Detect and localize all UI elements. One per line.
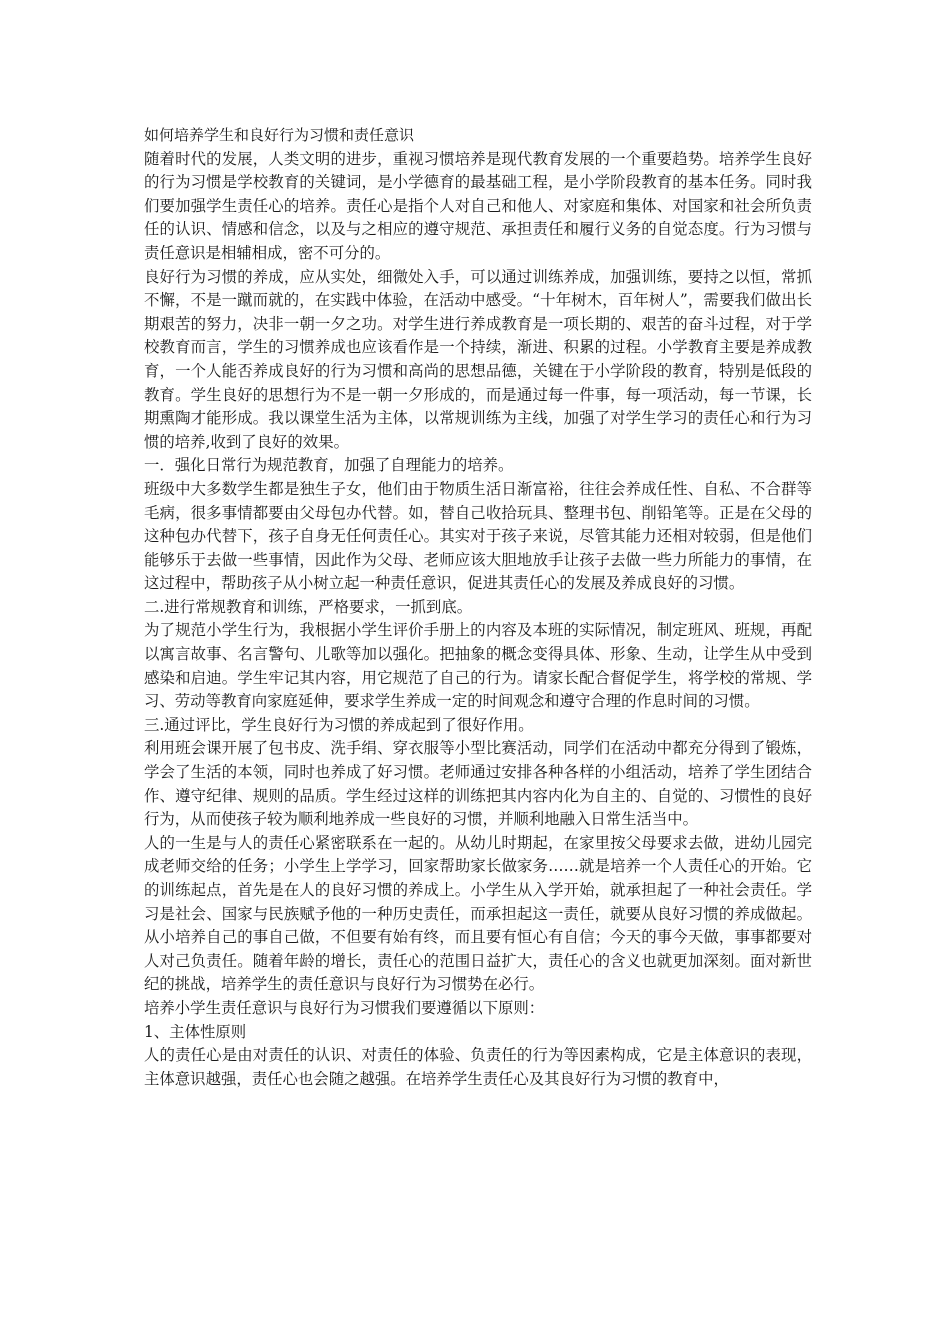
document-title: 如何培养学生和良好行为习惯和责任意识 [144, 126, 415, 144]
paragraph-habit-formation: 良好行为习惯的养成，应从实处，细微处入手，可以通过训练养成，加强训练，要持之以恒，常抓不懈，不是一蹴而就的，在实践中体验，在活动中感受。“十年树木，百年树人”，需要我们做出长期艰苦的努力，决非一朝一夕之功。对学生进行养成教育是一项长期的、艰苦的奋斗过程，对于学校教育而言，学生的习惯养成也应该看作是一个持续，渐进、积累的过程。小学教育主要是养成教育，一个人能否养成良好的行为习惯和高尚的思想品德，关键在于小学阶段的教育，特别是低段的教育。学生良好的思想行为不是一朝一夕形成的，而是通过每一件事，每一项活动，每一节课，长期熏陶才能形成。我以课堂生活为主体，以常规训练为主线，加强了对学生学习的责任心和行为习惯的培养,收到了良好的效果。 [144, 267, 812, 451]
paragraph-principles-intro: 培养小学生责任意识与良好行为习惯我们要遵循以下原则： [144, 998, 545, 1017]
principle-heading-1: 1、主体性原则 [144, 1022, 247, 1041]
paragraph-section-1: 班级中大多数学生都是独生子女，他们由于物质生活日渐富裕，往往会养成任性、自私、不合群等毛病，很多事情都要由父母包办代替。如，替自己收拾玩具、整理书包、削铅笔等。正是在父母的这种包办代替下，孩子自身无任何责任心。其实对于孩子来说，尽管其能力还相对较弱，但是他们能够乐于去做一些事情，因此作为父母、老师应该大胆地放手让孩子去做一些力所能力的事情，在这过程中，帮助孩子从小树立起一种责任意识，促进其责任心的发展及养成良好的习惯。 [144, 479, 812, 593]
paragraph-intro: 随着时代的发展，人类文明的进步，重视习惯培养是现代教育发展的一个重要趋势。培养学生良好的行为习惯是学校教育的关键词，是小学德育的最基础工程，是小学阶段教育的基本任务。同时我们要加强学生责任心的培养。责任心是指个人对自己和他人、对家庭和集体、对国家和社会所负责任的认识、情感和信念，以及与之相应的遵守规范、承担责任和履行义务的自觉态度。行为习惯与责任意识是相辅相成，密不可分的。 [144, 149, 812, 262]
document-body [144, 124, 812, 1091]
section-heading-3: 三.通过评比，学生良好行为习惯的养成起到了很好作用。 [144, 715, 534, 734]
section-heading-1: 一．强化日常行为规范教育，加强了自理能力的培养。 [144, 456, 514, 475]
section-heading-2: 二.进行常规教育和训练，严格要求，一抓到底。 [144, 597, 473, 616]
paragraph-section-3: 利用班会课开展了包书皮、洗手绢、穿衣服等小型比赛活动，同学们在活动中都充分得到了锻炼，学会了生活的本领，同时也养成了好习惯。老师通过安排各种各样的小组活动，培养了学生团结合作、遵守纪律、规则的品质。学生经过这样的训练把其内容内化为自主的、自觉的、习惯性的良好行为，从而使孩子较为顺利地养成一些良好的习惯，并顺利地融入日常生活当中。 [144, 739, 812, 829]
paragraph-section-2: 为了规范小学生行为，我根据小学生评价手册上的内容及本班的实际情况，制定班风、班规，再配以寓言故事、名言警句、儿歌等加以强化。把抽象的概念变得具体、形象、生动，让学生从中受到感染和启迪。学生牢记其内容，用它规范了自己的行为。请家长配合督促学生，将学校的常规、学习、劳动等教育向家庭延伸，要求学生养成一定的时间观念和遵守合理的作息时间的习惯。 [144, 621, 812, 711]
paragraph-principle-1: 人的责任心是由对责任的认识、对责任的体验、负责任的行为等因素构成，它是主体意识的表现，主体意识越强，责任心也会随之越强。在培养学生责任心及其良好行为习惯的教育中， [144, 1046, 812, 1088]
paragraph-responsibility: 人的一生是与人的责任心紧密联系在一起的。从幼儿时期起，在家里按父母要求去做，进幼儿园完成老师交给的任务；小学生上学学习，回家帮助家长做家务……就是培养一个人责任心的开始。它的训练起点，首先是在人的良好习惯的养成上。小学生从入学开始，就承担起了一种社会责任。学习是社会、国家与民族赋予他的一种历史责任，而承担起这一责任，就要从良好习惯的养成做起。从小培养自己的事自己做，不但要有始有终，而且要有恒心有自信；今天的事今天做，事事都要对人对己负责任。随着年龄的增长，责任心的范围日益扩大，责任心的含义也就更加深刻。面对新世纪的挑战，培养学生的责任意识与良好行为习惯势在必行。 [144, 833, 812, 994]
